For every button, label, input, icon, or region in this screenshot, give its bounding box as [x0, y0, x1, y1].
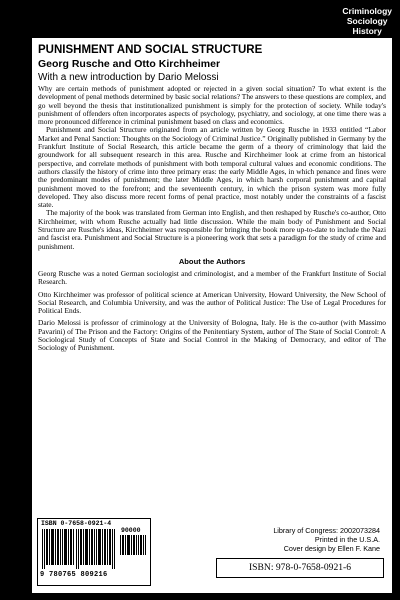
text-panel — [32, 38, 392, 593]
description-paragraph: The majority of the book was translated from German into English, and then reshaped by Rusche's co-author, Otto Kirchheimer, with whom Rusche actually had little discussion. While the main body of Punishment and Social Structure are Rusche's ideas, Kirchheimer was responsible for bringing the book more up-to-date to include the Nazi and fascist era. Punishment and Social Structure is a pioneering work that sets a paradigm for the study of crime and punishment. — [38, 208, 386, 251]
series-label — [342, 6, 392, 36]
printed-in: Printed in the U.S.A. — [314, 535, 380, 544]
barcode-bars-icon — [42, 529, 116, 569]
library-of-congress: Library of Congress: 2002073284 — [273, 526, 380, 535]
cover-design-credit: Cover design by Ellen F. Kane — [283, 544, 380, 553]
description-paragraph: Punishment and Social Structure originated from an article written by Georg Rusche in 1933 entitled “Labor Market and Penal Sanction: Thoughts on the Sociology of Criminal Justice.” Originally published in Germany by the Frankfurt Institute of Social Research, this article became the germ of a theory of criminology that laid the groundwork for all subsequent research in this area. Rusche and Kirchheimer look at crime from an historical perspective, and correlate methods of punishment with both temporal cultural values and economic conditions. The authors classify the history of crime into three primary eras: the early Middle Ages, in which penance and fines were the predominant modes of punishment; the later Middle Ages, in which harsh corporal punishment and capital punishment moved to the forefront; and the seventeenth century, in which the prison system was more fully developed. They also discuss more recent forms of penal practice, most notably under the constraints of a fascist state. — [38, 125, 386, 210]
series-sociology: Sociology — [346, 16, 388, 26]
description-paragraph: Why are certain methods of punishment adopted or rejected in a given social situation? To what extent is the development of penal methods determined by basic social relations? The answers to these questions are complex, and go well beyond the thesis that institutionalized punishment is simply for the protection of society. While today's punishment of offenders often incorporates aspects of psychology, psychiatry, and sociology, at one time there was a more pronounced difference in criminal punishment based on class and economics. — [38, 84, 386, 127]
price-barcode-icon — [120, 535, 146, 555]
barcode-isbn: ISBN 0-7658-0921-4 — [41, 520, 112, 527]
barcode-ean-digits: 9 780765 809216 — [40, 571, 108, 579]
introduction-credit: With a new introduction by Dario Melossi — [38, 72, 219, 83]
series-history: History — [352, 26, 382, 36]
author-bio: Dario Melossi is professor of criminology at the University of Bologna, Italy. He is the co-author (with Massimo Pavarini) of The Prison and the Factory: Origins of the Penitentiary System, author of The State of Social Control: A Sociological Study of Concepts of State and Social Control in the Making of Democracy, and editor of The Sociology of Punishment. — [38, 318, 386, 353]
book-title: PUNISHMENT AND SOCIAL STRUCTURE — [38, 44, 263, 56]
about-authors-heading: About the Authors — [178, 256, 246, 266]
barcode-price-code: 90000 — [121, 527, 141, 534]
barcode — [37, 518, 151, 586]
series-criminology: Criminology — [342, 6, 392, 16]
author-bio: Otto Kirchheimer was professor of political science at American University, Howard University, the New School of Social Research, and Columbia University, and was the author of Political Justice: The Use of Legal Procedures for Political Ends. — [38, 289, 386, 316]
author-bio: Georg Rusche was a noted German sociologist and criminologist, and a member of the Frankfurt Institute of Social Research. — [38, 268, 386, 287]
library-info — [238, 526, 380, 553]
book-authors: Georg Rusche and Otto Kirchheimer — [38, 58, 221, 70]
isbn-13-box: ISBN: 978-0-7658-0921-6 — [216, 558, 384, 578]
